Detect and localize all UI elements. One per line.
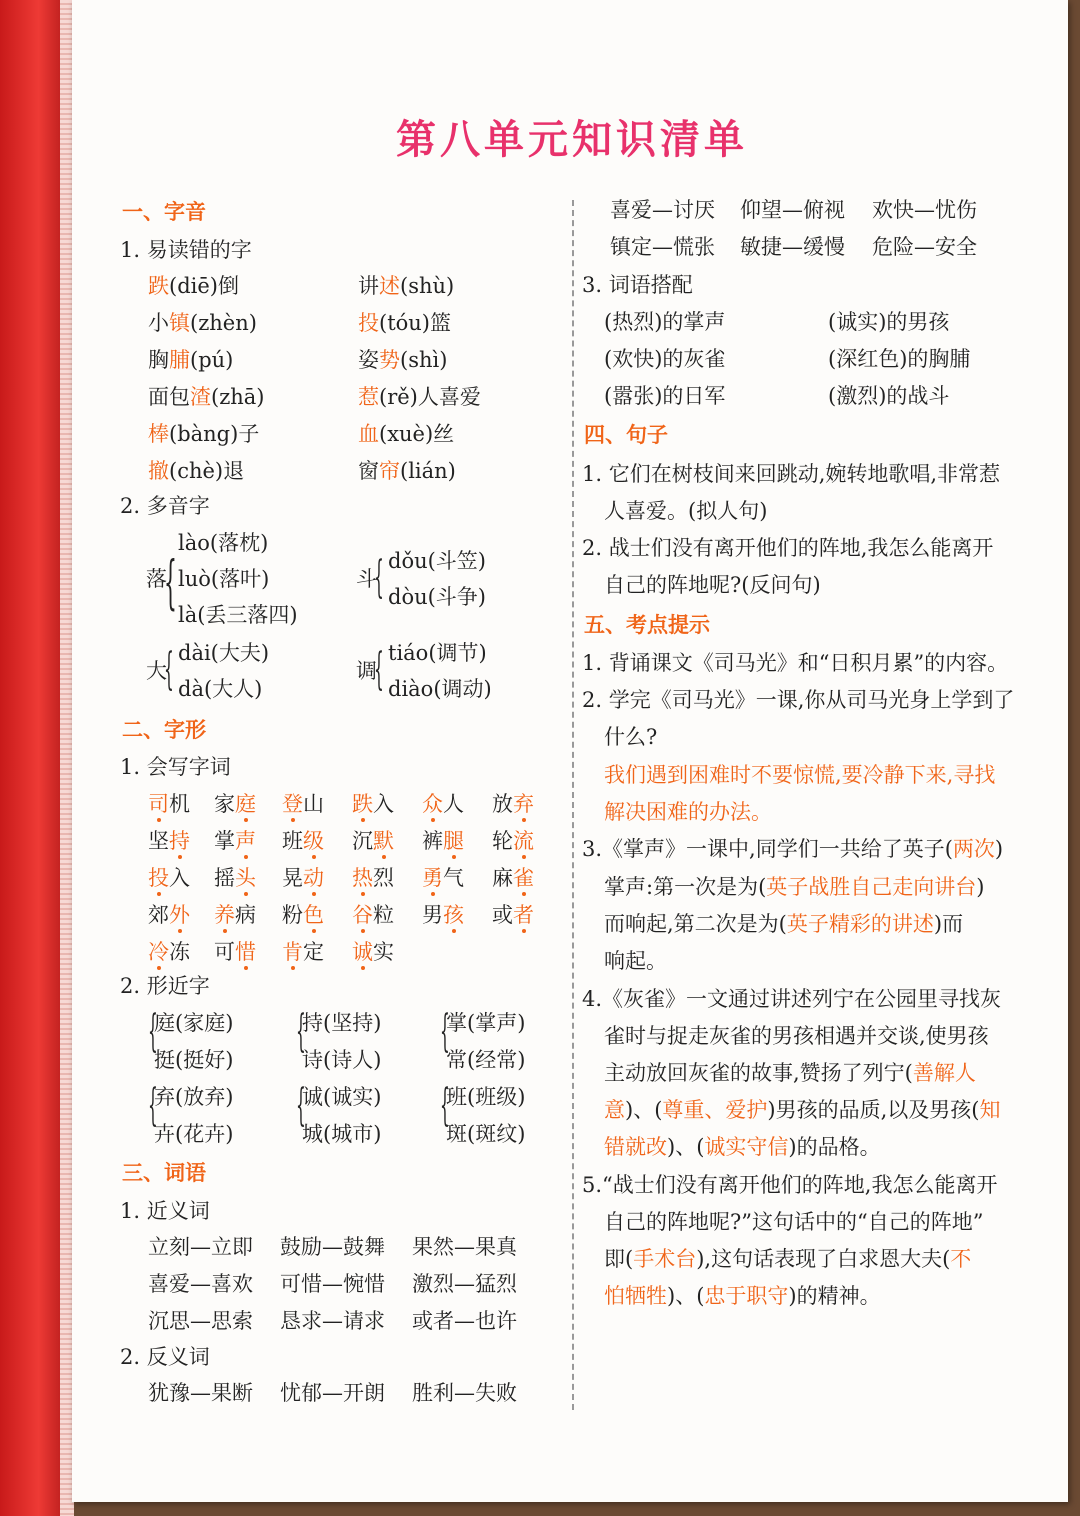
- section-heading-glyph: 二、字形: [122, 718, 206, 742]
- brace-icon: {: [296, 1080, 306, 1131]
- antonym-pair: 犹豫—果断: [148, 1381, 253, 1405]
- poly-reading: tiáo(调节): [388, 641, 487, 665]
- synonym-pair: 可惜—惋惜: [280, 1272, 385, 1296]
- poly-reading: lào(落枕): [178, 531, 269, 555]
- write-word: 诚实: [352, 940, 394, 964]
- poly-reading: dài(大夫): [178, 641, 270, 665]
- similar-char: 卉(花卉): [154, 1122, 234, 1146]
- tip-line: 4.《灰雀》一文通过讲述列宁在公园里寻找灰: [582, 987, 1002, 1011]
- tip-line: 而响起,第二次是为(英子精彩的讲述)而: [604, 912, 964, 936]
- similar-char: 挺(挺好): [154, 1048, 234, 1072]
- synonym-pair: 恳求—请求: [280, 1309, 385, 1333]
- brace-icon: {: [440, 1080, 450, 1131]
- sentence-line: 1. 它们在树枝间来回跳动,婉转地歌唱,非常惹: [582, 462, 1001, 486]
- write-word: 跌入: [352, 792, 394, 816]
- antonym-pair: 敏捷—缓慢: [740, 235, 845, 259]
- write-word: 可惜: [214, 940, 256, 964]
- tip-line: 掌声:第一次是为(英子战胜自己走向讲台): [604, 875, 985, 899]
- poly-char-luo: 落: [146, 567, 167, 591]
- similar-char: 持(坚持): [302, 1011, 382, 1035]
- misread-word: 撤(chè)退: [148, 459, 245, 483]
- poly-reading: là(丢三落四): [178, 603, 298, 627]
- tip-line: 3.《掌声》一课中,同学们一共给了英子(两次): [582, 837, 1004, 861]
- poly-reading: dà(大人): [178, 677, 263, 701]
- synonym-pair: 或者—也许: [412, 1309, 517, 1333]
- column-divider: [572, 200, 574, 1410]
- misread-word: 棒(bàng)子: [148, 422, 260, 446]
- sentence-line: 自己的阵地呢?(反问句): [604, 573, 821, 597]
- poly-char-da: 大: [146, 659, 167, 683]
- subheading-antonyms: 2. 反义词: [120, 1345, 210, 1369]
- similar-char: 斑(斑纹): [446, 1122, 526, 1146]
- tip-line: 2. 学完《司马光》一课,你从司马光身上学到了: [582, 688, 1015, 712]
- write-word: 男孩: [422, 903, 464, 927]
- collocation-item: (热烈)的掌声: [604, 310, 726, 334]
- write-word: 晃动: [282, 866, 324, 890]
- section-heading-pronunciation: 一、字音: [122, 200, 206, 224]
- tip-line: 主动放回灰雀的故事,赞扬了列宁(善解人: [604, 1061, 976, 1085]
- write-word: 司机: [148, 792, 190, 816]
- misread-word: 面包渣(zhā): [148, 385, 265, 409]
- write-word: 坚持: [148, 829, 190, 853]
- similar-char: 诚(诚实): [302, 1085, 382, 1109]
- poly-reading: dòu(斗争): [388, 585, 486, 609]
- misread-word: 血(xuè)丝: [358, 422, 455, 446]
- synonym-pair: 果然—果真: [412, 1235, 517, 1259]
- section-heading-tips: 五、考点提示: [584, 613, 710, 637]
- brace-icon: {: [164, 548, 177, 616]
- section-heading-words: 三、词语: [122, 1161, 206, 1185]
- write-word: 摇头: [214, 866, 256, 890]
- write-word: 沉默: [352, 829, 394, 853]
- sentence-line: 人喜爱。(拟人句): [604, 499, 768, 523]
- tip-line: 5.“战士们没有离开他们的阵地,我怎么能离开: [582, 1173, 998, 1197]
- tip-line: 自己的阵地呢?”这句话中的“自己的阵地”: [604, 1210, 984, 1234]
- brace-icon: {: [440, 1006, 450, 1057]
- write-word: 众人: [422, 792, 464, 816]
- similar-char: 弃(放弃): [154, 1085, 234, 1109]
- section-heading-sentences: 四、句子: [584, 423, 668, 447]
- write-word: 粉色: [282, 903, 324, 927]
- write-word: 登山: [282, 792, 324, 816]
- collocation-item: (嚣张)的日军: [604, 384, 726, 408]
- subheading-synonyms: 1. 近义词: [120, 1199, 210, 1223]
- similar-char: 庭(家庭): [154, 1011, 234, 1035]
- antonym-pair: 仰望—俯视: [740, 198, 845, 222]
- subheading-similar-chars: 2. 形近字: [120, 974, 210, 998]
- subheading-write-words: 1. 会写字词: [120, 755, 231, 779]
- write-word: 或者: [492, 903, 534, 927]
- poly-reading: dǒu(斗笠): [388, 549, 486, 573]
- brace-icon: {: [374, 552, 384, 603]
- write-word: 郊外: [148, 903, 190, 927]
- collocation-item: (诚实)的男孩: [828, 310, 950, 334]
- antonym-pair: 忧郁—开朗: [280, 1381, 385, 1405]
- write-word: 掌声: [214, 829, 256, 853]
- misread-word: 胸脯(pú): [148, 348, 234, 372]
- poly-char-tiao: 调: [356, 659, 377, 683]
- misread-word: 小镇(zhèn): [148, 311, 257, 335]
- misread-word: 惹(rě)人喜爱: [358, 385, 481, 409]
- write-word: 班级: [282, 829, 324, 853]
- write-word: 勇气: [422, 866, 464, 890]
- misread-word: 投(tóu)篮: [358, 311, 451, 335]
- page: [72, 0, 1068, 1502]
- collocation-item: (激烈)的战斗: [828, 384, 950, 408]
- antonym-pair: 欢快—忧伤: [872, 198, 977, 222]
- similar-char: 城(城市): [302, 1122, 382, 1146]
- synonym-pair: 喜爱—喜欢: [148, 1272, 253, 1296]
- similar-char: 诗(诗人): [302, 1048, 382, 1072]
- synonym-pair: 立刻—立即: [148, 1235, 253, 1259]
- misread-word: 讲述(shù): [358, 274, 455, 298]
- misread-word: 窗帘(lián): [358, 459, 456, 483]
- write-word: 麻雀: [492, 866, 534, 890]
- similar-char: 掌(掌声): [446, 1011, 526, 1035]
- poly-reading: luò(落叶): [178, 567, 270, 591]
- brace-icon: {: [148, 1006, 158, 1057]
- tip-line: 什么?: [604, 725, 658, 749]
- page-title: 第八单元知识清单: [396, 117, 748, 163]
- synonym-pair: 沉思—思索: [148, 1309, 253, 1333]
- brace-icon: {: [148, 1080, 158, 1131]
- similar-char: 班(班级): [446, 1085, 526, 1109]
- subheading-easy-misread: 1. 易读错的字: [120, 238, 252, 262]
- tip-answer: 我们遇到困难时不要惊慌,要冷静下来,寻找: [604, 763, 996, 787]
- write-word: 投入: [148, 866, 190, 890]
- tip-line: 错就改)、(诚实守信)的品格。: [604, 1135, 881, 1159]
- write-word: 家庭: [214, 792, 256, 816]
- write-word: 放弃: [492, 792, 534, 816]
- tip-answer: 解决困难的办法。: [604, 800, 772, 824]
- write-word: 养病: [214, 903, 256, 927]
- poly-char-dou: 斗: [356, 567, 377, 591]
- tip-line: 响起。: [604, 949, 667, 973]
- misread-word: 姿势(shì): [358, 348, 448, 372]
- tip-line: 即(手术台),这句话表现了白求恩大夫(不: [604, 1247, 972, 1271]
- collocation-item: (欢快)的灰雀: [604, 347, 726, 371]
- misread-word: 跌(diē)倒: [148, 274, 239, 298]
- antonym-pair: 喜爱—讨厌: [610, 198, 715, 222]
- write-word: 谷粒: [352, 903, 394, 927]
- write-word: 冷冻: [148, 940, 190, 964]
- subheading-collocation: 3. 词语搭配: [582, 273, 693, 297]
- tip-line: 雀时与捉走灰雀的男孩相遇并交谈,使男孩: [604, 1024, 989, 1048]
- sentence-line: 2. 战士们没有离开他们的阵地,我怎么能离开: [582, 536, 994, 560]
- subheading-polyphonic: 2. 多音字: [120, 494, 210, 518]
- tip-line: 怕牺牲)、(忠于职守)的精神。: [604, 1284, 881, 1308]
- poly-reading: diào(调动): [388, 677, 492, 701]
- similar-char: 常(经常): [446, 1048, 526, 1072]
- brace-icon: {: [374, 644, 384, 695]
- brace-icon: {: [164, 644, 174, 695]
- antonym-pair: 胜利—失败: [412, 1381, 517, 1405]
- collocation-item: (深红色)的胸脯: [828, 347, 971, 371]
- antonym-pair: 危险—安全: [872, 235, 977, 259]
- synonym-pair: 鼓励—鼓舞: [280, 1235, 385, 1259]
- brace-icon: {: [296, 1006, 306, 1057]
- write-word: 裤腿: [422, 829, 464, 853]
- tip-line: 1. 背诵课文《司马光》和“日积月累”的内容。: [582, 651, 1009, 675]
- write-word: 热烈: [352, 866, 394, 890]
- write-word: 轮流: [492, 829, 534, 853]
- antonym-pair: 镇定—慌张: [610, 235, 715, 259]
- write-word: 肯定: [282, 940, 324, 964]
- synonym-pair: 激烈—猛烈: [412, 1272, 517, 1296]
- tip-line: 意)、(尊重、爱护)男孩的品质,以及男孩(知: [604, 1098, 1001, 1122]
